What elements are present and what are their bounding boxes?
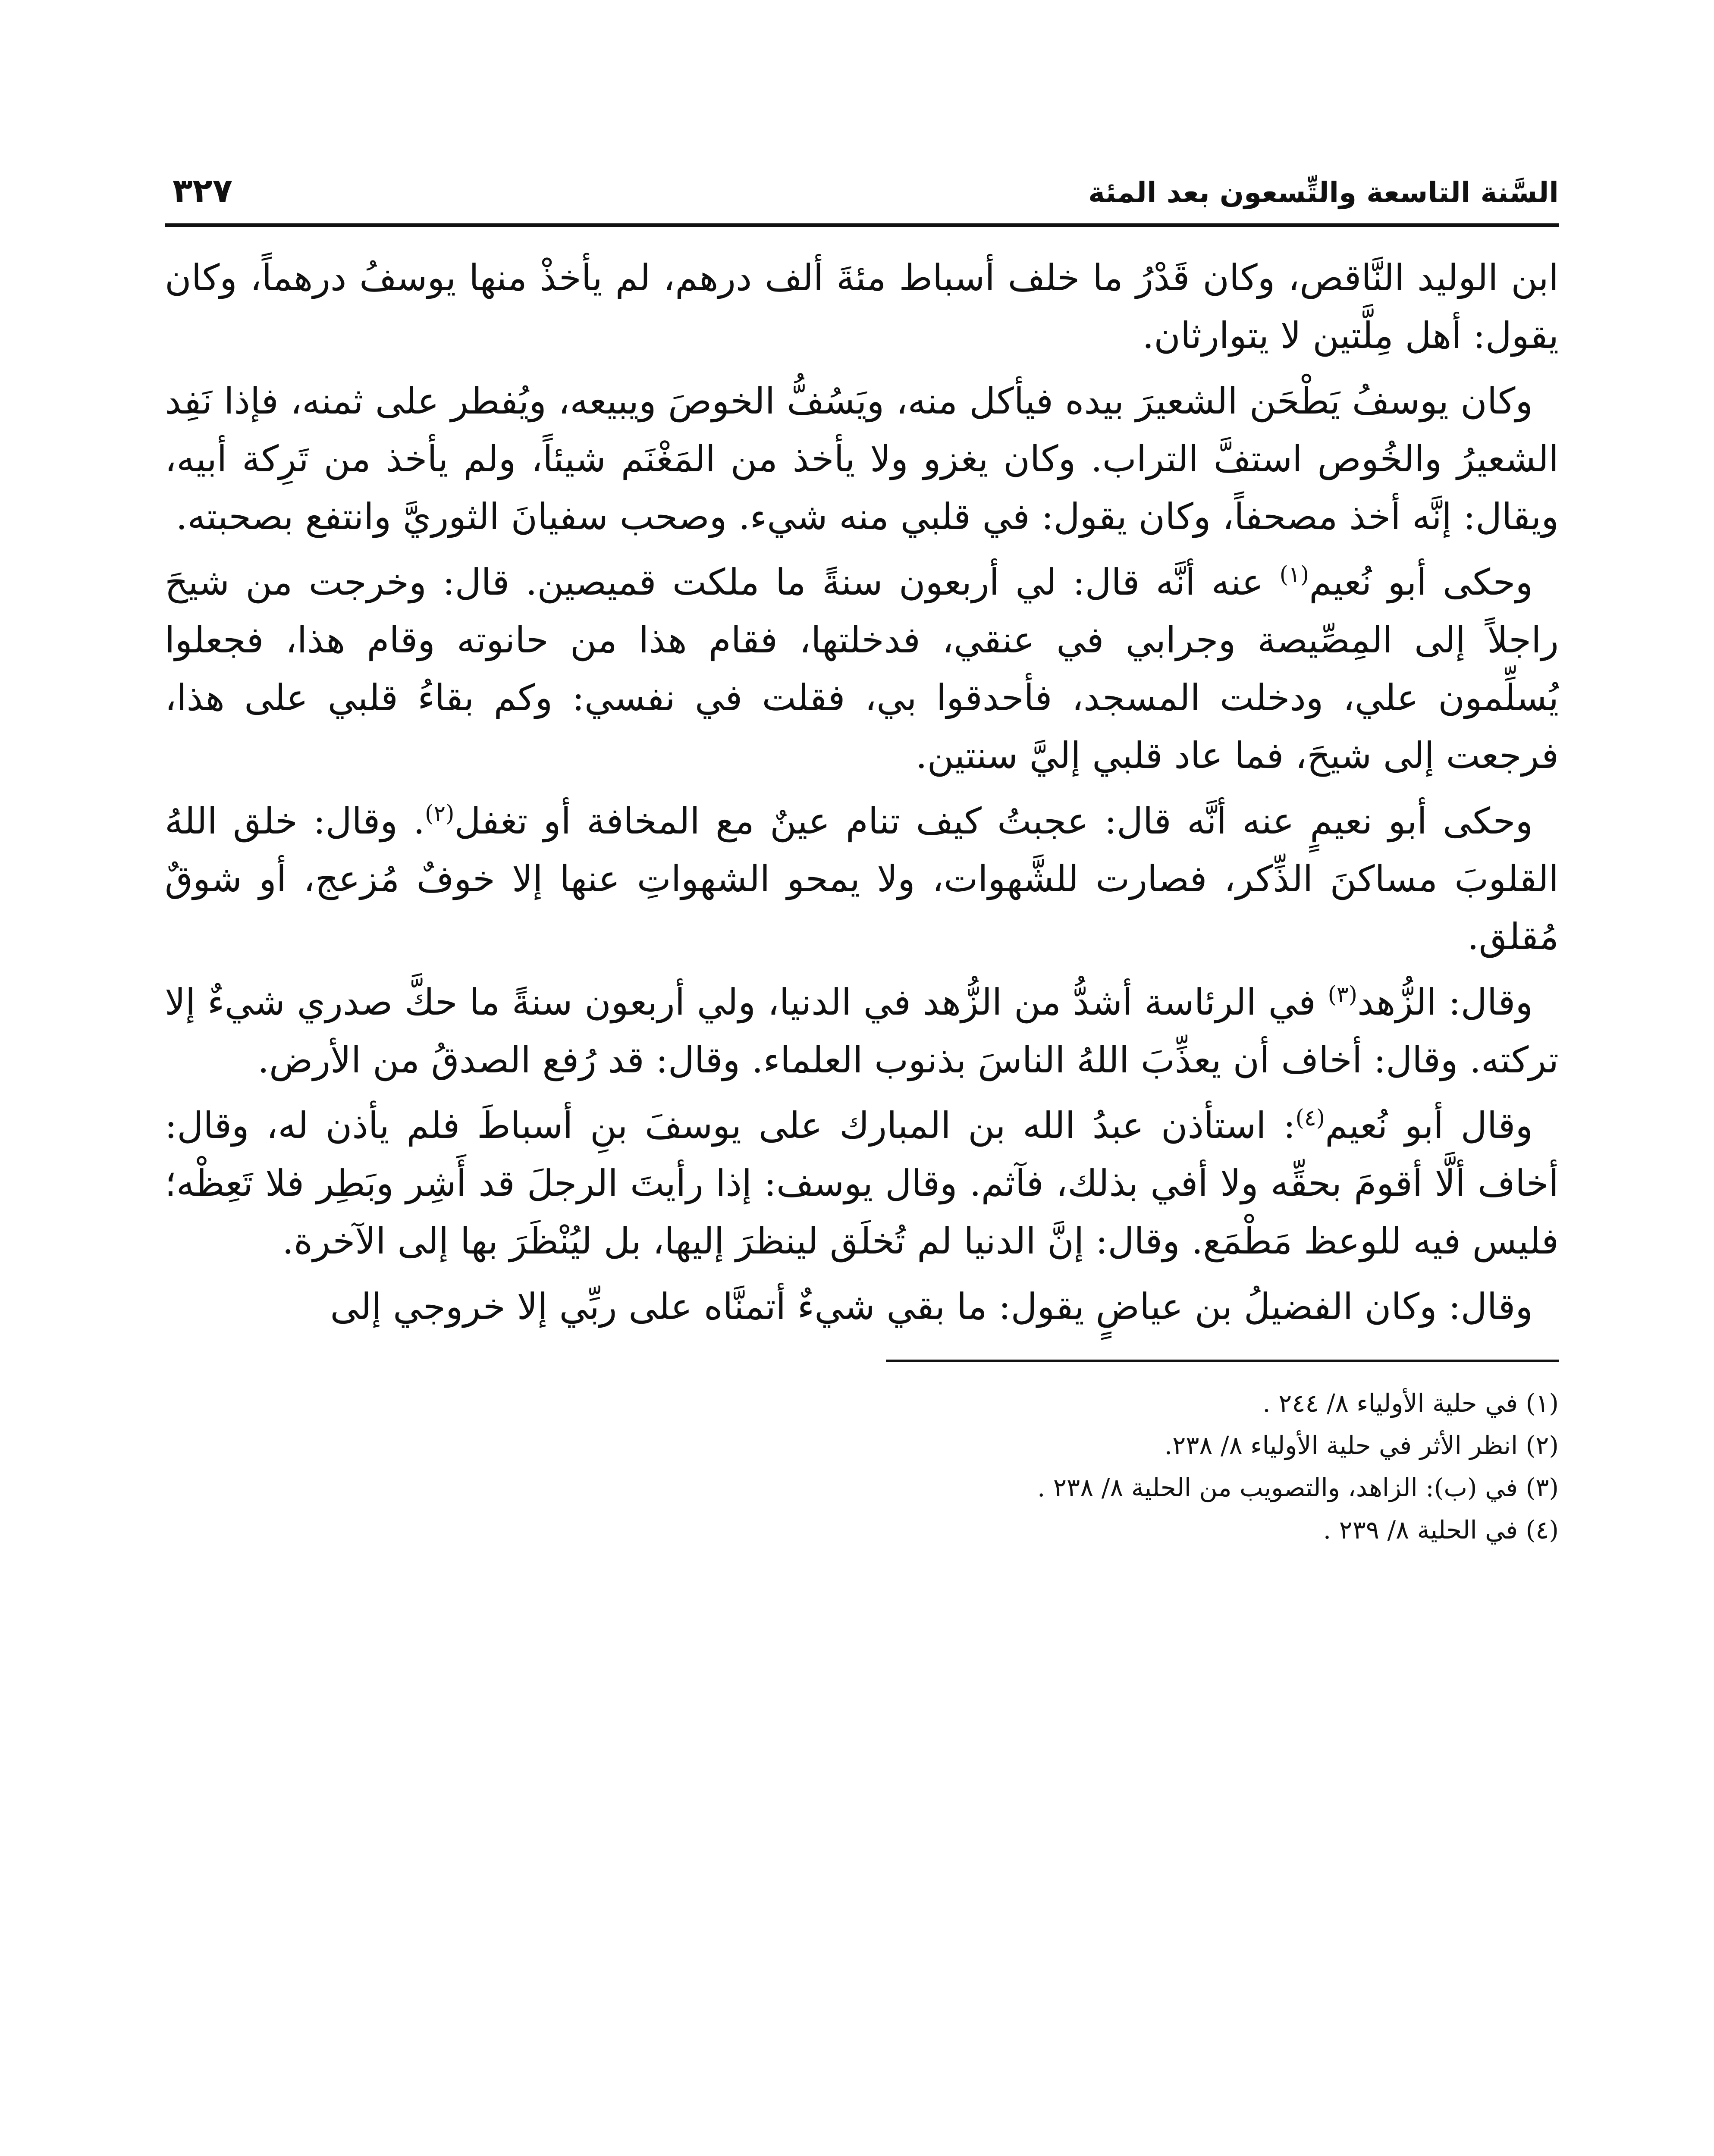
page-header: [165, 137, 1559, 227]
body-text: [165, 249, 1559, 1335]
footnote: (٣) في (ب): الزاهد، والتصويب من الحلية ٨/ ٢٣٨ .: [1037, 1473, 1559, 1502]
paragraph: [165, 1278, 1559, 1335]
paragraph-text: في الرئاسة أشدُّ من الزُّهد في الدنيا، ولي أربعون سنةً ما حكَّ صدري شيءٌ إلا تركته. وقال: أخاف أن يعذِّبَ اللهُ الناسَ بذنوب العلماء. وقال: قد رُفع الصدقُ من الأرض.: [165, 981, 1559, 1081]
paragraph-text: وقال: الزُّهد: [1357, 981, 1533, 1023]
paragraph-text: . وقال: خلق اللهُ القلوبَ مساكنَ الذِّكر، فصارت للشَّهوات، ولا يمحو الشهواتِ عنها إلا خوفٌ مُزعج، أو شوقٌ مُقلق.: [165, 800, 1559, 958]
footnote-marker: (٢): [425, 801, 455, 827]
paragraph: [165, 792, 1559, 965]
paragraph: [165, 1097, 1559, 1270]
page-number: ٣٢٧: [173, 171, 233, 210]
footnote-marker: (٣): [1328, 982, 1357, 1008]
footnote-marker: (٤): [1295, 1105, 1325, 1131]
footnote-marker: (١): [1279, 562, 1309, 588]
footnote: (١) في حلية الأولياء ٨/ ٢٤٤ .: [1262, 1388, 1559, 1418]
paragraph-text: ابن الوليد النَّاقص، وكان قَدْرُ ما خلف أسباط مئةَ ألف درهم، لم يأخذْ منها يوسفُ درهماً، وكان يقول: أهل مِلَّتين لا يتوارثان.: [165, 257, 1559, 357]
book-page: [165, 137, 1559, 2156]
paragraph-text: وحكى أبو نُعيم: [1309, 561, 1533, 603]
paragraph-text: : استأذن عبدُ الله بن المبارك على يوسفَ بنِ أسباطَ فلم يأذن له، وقال: أخاف ألَّا أقومَ بحقِّه ولا أفي بذلك، فآثم. وقال يوسف: إذا رأيتَ الرجلَ قد أَشِر وبَطِر فلا تَعِظْه؛ فليس فيه للوعظ مَطْمَع. وقال: إنَّ الدنيا لم تُخلَق لينظرَ إليها، بل ليُنْظَرَ بها إلى الآخرة.: [165, 1104, 1559, 1262]
paragraph-text: عنه أنَّه قال: لي أربعون سنةً ما ملكت قميصين. قال: وخرجت من شيحَ راجلاً إلى المِصِّيصة وجرابي في عنقي، فدخلتها، فقام هذا من حانوته وقام هذا، فجعلوا يُسلِّمون علي، ودخلت المسجد، فأحدقوا بي، فقلت في نفسي: وكم بقاءُ قلبي على هذا، فرجعت إلى شيحَ، فما عاد قلبي إليَّ سنتين.: [165, 561, 1559, 777]
footnote: (٢) انظر الأثر في حلية الأولياء ٨/ ٢٣٨.: [1164, 1431, 1559, 1460]
paragraph-text: وقال: وكان الفضيلُ بن عياضٍ يقول: ما بقي شيءٌ أتمنَّاه على ربِّي إلا خروجي إلى: [330, 1285, 1533, 1328]
paragraph-text: وقال أبو نُعيم: [1325, 1104, 1533, 1147]
footnote-divider: [886, 1360, 1559, 1362]
paragraph: [165, 973, 1559, 1089]
paragraph: [165, 553, 1559, 784]
paragraph: [165, 249, 1559, 364]
paragraph-text: وكان يوسفُ يَطْحَن الشعيرَ بيده فيأكل منه، ويَسُفُّ الخوصَ ويبيعه، ويُفطر على ثمنه، فإذا نَفِد الشعيرُ والخُوص استفَّ التراب. وكان يغزو ولا يأخذ من المَغْنَم شيئاً، ولم يأخذ من تَرِكة أبيه، ويقال: إنَّه أخذ مصحفاً، وكان يقول: في قلبي منه شيء. وصحب سفيانَ الثوريَّ وانتفع بصحبته.: [165, 380, 1559, 538]
running-title: السَّنة التاسعة والتِّسعون بعد المئة: [1088, 176, 1559, 209]
paragraph: [165, 372, 1559, 545]
paragraph-text: وحكى أبو نعيمٍ عنه أنَّه قال: عجبتُ كيف تنام عينٌ مع المخافة أو تغفل: [454, 800, 1533, 842]
footnotes: [165, 1382, 1559, 1551]
footnote: (٤) في الحلية ٨/ ٢٣٩ .: [1323, 1515, 1559, 1545]
